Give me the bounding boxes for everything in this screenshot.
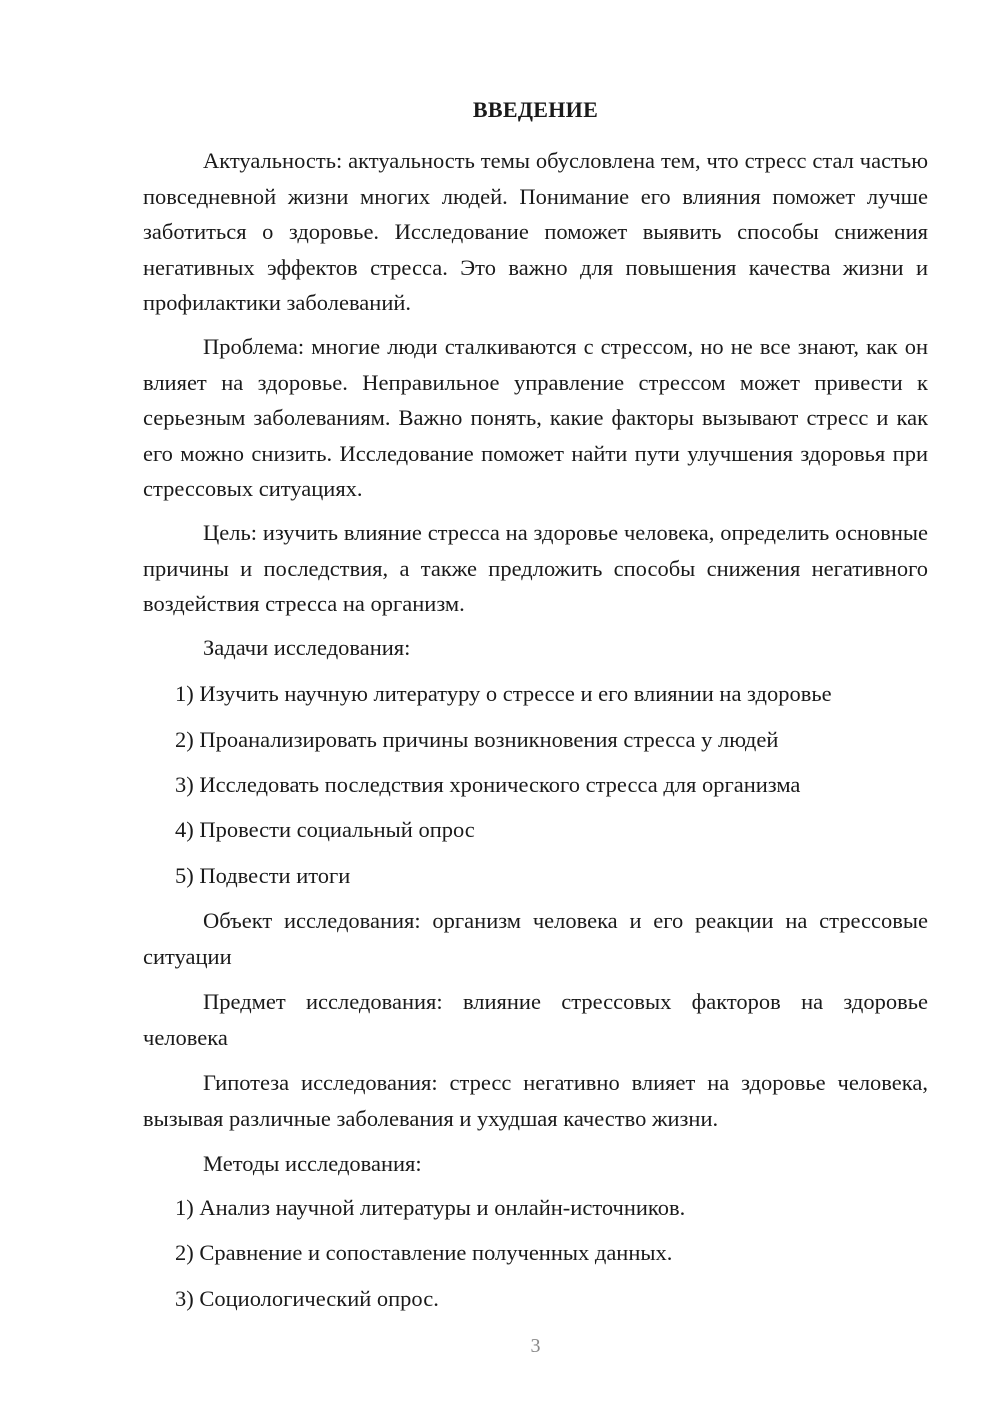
methods-heading: Методы исследования:: [203, 1151, 422, 1176]
list-item: 1) Изучить научную литературу о стрессе и его влиянии на здоровье: [175, 681, 832, 706]
list-item: 1) Анализ научной литературы и онлайн-источников.: [175, 1195, 686, 1220]
page-title: ВВЕДЕНИЕ: [472, 97, 599, 122]
tasks-heading: Задачи исследования:: [203, 635, 411, 660]
object-paragraph: Объект исследования: организм человека и его реакции на стрессовые ситуации: [143, 908, 928, 969]
list-item: 2) Сравнение и сопоставление полученных данных.: [175, 1240, 673, 1265]
list-item: 3) Исследовать последствия хронического стресса для организма: [175, 772, 801, 797]
relevance-paragraph: Актуальность: актуальность темы обусловлена тем, что стресс стал частью повседневной жизни многих людей. Понимание его влияния поможет лучше заботиться о здоровье. Исследование поможет выявить способы снижения негативных эффектов стресса. Это важно для повышения качества жизни и профилактики заболеваний.: [143, 148, 928, 315]
list-item: 5) Подвести итоги: [175, 863, 351, 888]
list-item: 3) Социологический опрос.: [175, 1286, 439, 1311]
problem-paragraph: Проблема: многие люди сталкиваются с стрессом, но не все знают, как он влияет на здоровье. Неправильное управление стрессом может привести к серьезным заболеваниям. Важно понять, какие факторы вызывают стресс и как его можно снизить. Исследование поможет найти пути улучшения здоровья при стрессовых ситуациях.: [143, 334, 928, 501]
page-number: 3: [530, 1335, 541, 1357]
hypothesis-paragraph: Гипотеза исследования: стресс негативно влияет на здоровье человека, вызывая различные заболевания и ухудшая качество жизни.: [143, 1070, 928, 1131]
subject-paragraph: Предмет исследования: влияние стрессовых факторов на здоровье человека: [143, 989, 928, 1050]
goal-paragraph: Цель: изучить влияние стресса на здоровье человека, определить основные причины и последствия, а также предложить способы снижения негативного воздействия стресса на организм.: [143, 520, 928, 616]
list-item: 4) Провести социальный опрос: [175, 817, 475, 842]
list-item: 2) Проанализировать причины возникновения стресса у людей: [175, 727, 779, 752]
